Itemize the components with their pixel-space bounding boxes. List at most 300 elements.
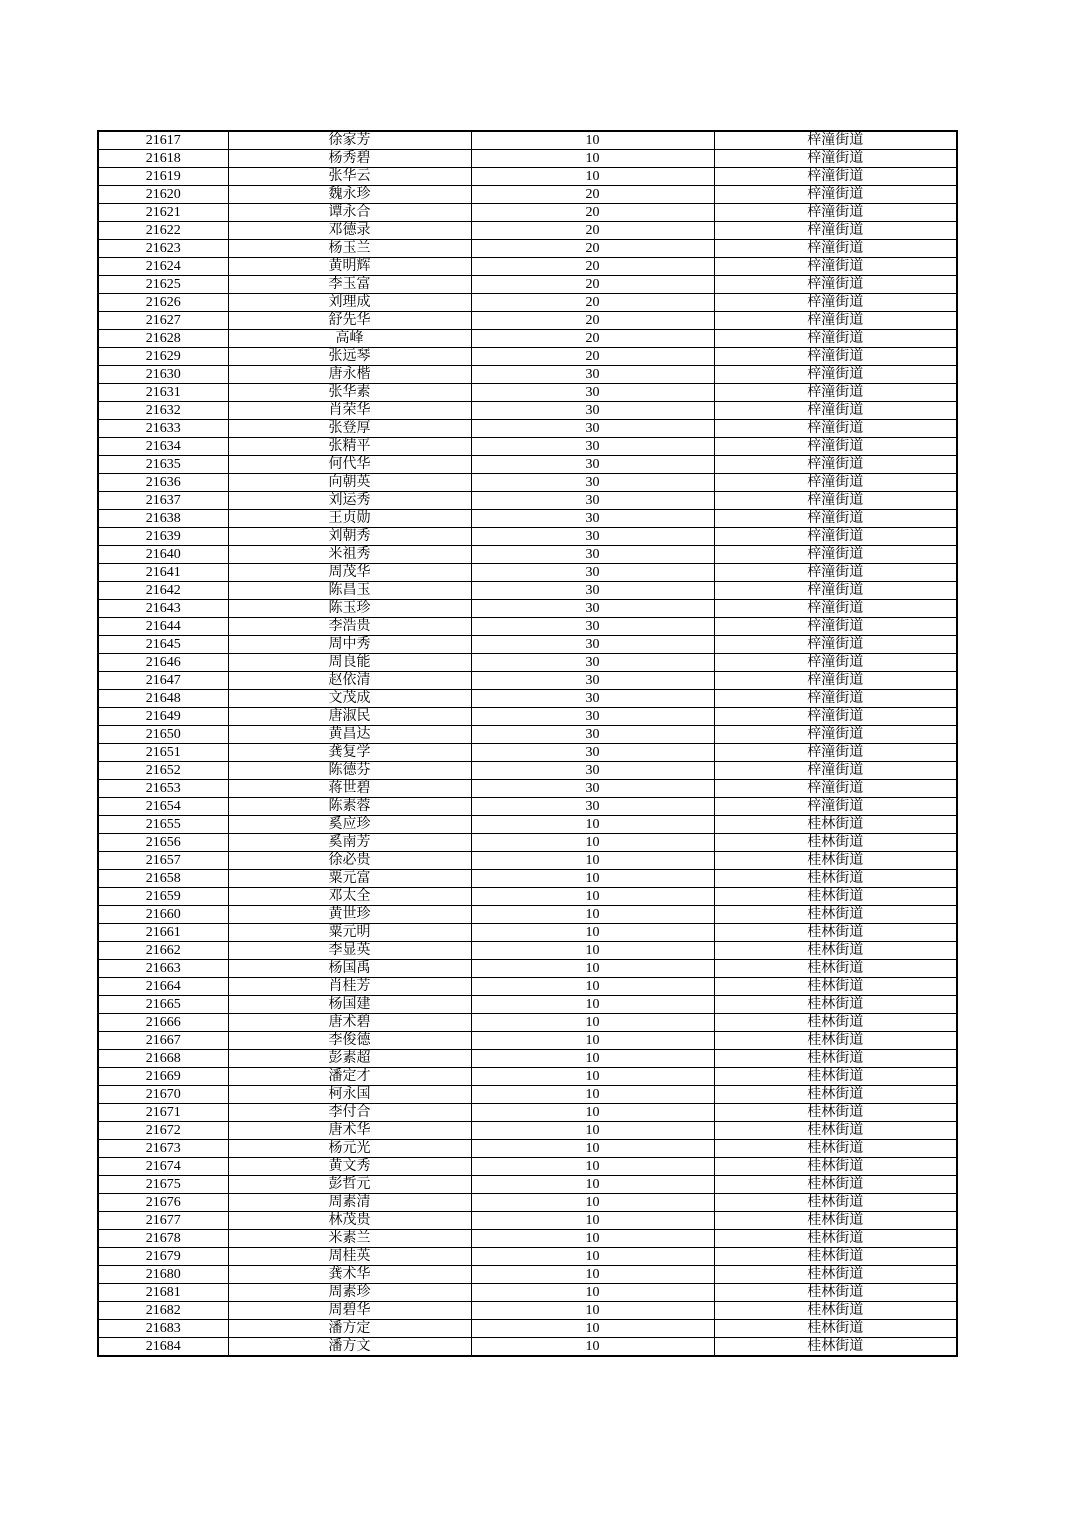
cell-number: 21657 — [98, 852, 228, 870]
cell-name: 李显英 — [228, 942, 471, 960]
cell-number: 21662 — [98, 942, 228, 960]
cell-name: 赵依清 — [228, 672, 471, 690]
cell-amount: 30 — [471, 420, 714, 438]
cell-street: 梓潼街道 — [714, 690, 957, 708]
cell-name: 周中秀 — [228, 636, 471, 654]
cell-amount: 10 — [471, 1104, 714, 1122]
table-row — [98, 942, 957, 960]
cell-name: 李玉富 — [228, 276, 471, 294]
table-row — [98, 366, 957, 384]
cell-amount: 30 — [471, 528, 714, 546]
cell-street: 桂林街道 — [714, 1086, 957, 1104]
cell-number: 21648 — [98, 690, 228, 708]
cell-street: 梓潼街道 — [714, 582, 957, 600]
table-row — [98, 636, 957, 654]
cell-number: 21679 — [98, 1248, 228, 1266]
cell-street: 桂林街道 — [714, 996, 957, 1014]
cell-street: 梓潼街道 — [714, 654, 957, 672]
cell-number: 21644 — [98, 618, 228, 636]
cell-number: 21669 — [98, 1068, 228, 1086]
cell-number: 21645 — [98, 636, 228, 654]
cell-name: 米祖秀 — [228, 546, 471, 564]
cell-street: 梓潼街道 — [714, 366, 957, 384]
cell-amount: 10 — [471, 1122, 714, 1140]
cell-number: 21670 — [98, 1086, 228, 1104]
cell-street: 梓潼街道 — [714, 744, 957, 762]
cell-name: 魏永珍 — [228, 186, 471, 204]
table-row — [98, 330, 957, 348]
cell-street: 桂林街道 — [714, 1266, 957, 1284]
cell-street: 桂林街道 — [714, 942, 957, 960]
cell-number: 21647 — [98, 672, 228, 690]
cell-number: 21630 — [98, 366, 228, 384]
cell-name: 向朝英 — [228, 474, 471, 492]
cell-amount: 10 — [471, 996, 714, 1014]
cell-street: 桂林街道 — [714, 870, 957, 888]
cell-amount: 20 — [471, 348, 714, 366]
table-row — [98, 1158, 957, 1176]
table-row — [98, 131, 957, 150]
table-row — [98, 1068, 957, 1086]
table-row — [98, 1104, 957, 1122]
cell-number: 21635 — [98, 456, 228, 474]
cell-number: 21639 — [98, 528, 228, 546]
cell-name: 杨元光 — [228, 1140, 471, 1158]
table-row — [98, 186, 957, 204]
cell-number: 21661 — [98, 924, 228, 942]
cell-number: 21650 — [98, 726, 228, 744]
cell-street: 梓潼街道 — [714, 330, 957, 348]
table-row — [98, 906, 957, 924]
cell-amount: 30 — [471, 564, 714, 582]
data-table — [97, 130, 958, 1357]
cell-street: 梓潼街道 — [714, 708, 957, 726]
cell-street: 梓潼街道 — [714, 492, 957, 510]
cell-number: 21624 — [98, 258, 228, 276]
cell-number: 21678 — [98, 1230, 228, 1248]
cell-street: 桂林街道 — [714, 1248, 957, 1266]
cell-amount: 30 — [471, 600, 714, 618]
cell-number: 21674 — [98, 1158, 228, 1176]
table-row — [98, 1014, 957, 1032]
cell-number: 21649 — [98, 708, 228, 726]
cell-street: 桂林街道 — [714, 852, 957, 870]
cell-street: 桂林街道 — [714, 1050, 957, 1068]
cell-amount: 10 — [471, 1140, 714, 1158]
cell-number: 21623 — [98, 240, 228, 258]
cell-street: 梓潼街道 — [714, 798, 957, 816]
table-row — [98, 492, 957, 510]
cell-number: 21620 — [98, 186, 228, 204]
cell-amount: 10 — [471, 150, 714, 168]
cell-amount: 10 — [471, 816, 714, 834]
cell-street: 梓潼街道 — [714, 402, 957, 420]
cell-name: 李付合 — [228, 1104, 471, 1122]
cell-number: 21628 — [98, 330, 228, 348]
cell-name: 潘定才 — [228, 1068, 471, 1086]
table-row — [98, 1266, 957, 1284]
cell-amount: 30 — [471, 510, 714, 528]
cell-amount: 10 — [471, 1032, 714, 1050]
cell-name: 周碧华 — [228, 1302, 471, 1320]
table-row — [98, 978, 957, 996]
cell-amount: 30 — [471, 708, 714, 726]
cell-name: 杨国建 — [228, 996, 471, 1014]
cell-name: 李浩贵 — [228, 618, 471, 636]
cell-street: 梓潼街道 — [714, 546, 957, 564]
table-row — [98, 222, 957, 240]
table-row — [98, 150, 957, 168]
cell-amount: 10 — [471, 888, 714, 906]
cell-street: 梓潼街道 — [714, 528, 957, 546]
cell-number: 21625 — [98, 276, 228, 294]
cell-number: 21652 — [98, 762, 228, 780]
cell-name: 舒先华 — [228, 312, 471, 330]
table-row — [98, 960, 957, 978]
table-row — [98, 996, 957, 1014]
table-row — [98, 690, 957, 708]
table-row — [98, 546, 957, 564]
table-row — [98, 204, 957, 222]
cell-street: 桂林街道 — [714, 1194, 957, 1212]
cell-number: 21659 — [98, 888, 228, 906]
cell-name: 高峰 — [228, 330, 471, 348]
cell-street: 梓潼街道 — [714, 474, 957, 492]
cell-street: 梓潼街道 — [714, 150, 957, 168]
table-row — [98, 258, 957, 276]
cell-number: 21637 — [98, 492, 228, 510]
cell-name: 陈玉珍 — [228, 600, 471, 618]
cell-amount: 30 — [471, 654, 714, 672]
cell-name: 周良能 — [228, 654, 471, 672]
cell-street: 梓潼街道 — [714, 222, 957, 240]
cell-number: 21684 — [98, 1338, 228, 1357]
cell-number: 21665 — [98, 996, 228, 1014]
cell-number: 21641 — [98, 564, 228, 582]
table-row — [98, 816, 957, 834]
cell-name: 陈昌玉 — [228, 582, 471, 600]
cell-street: 桂林街道 — [714, 1302, 957, 1320]
cell-name: 徐家芳 — [228, 131, 471, 150]
cell-street: 梓潼街道 — [714, 384, 957, 402]
table-row — [98, 528, 957, 546]
cell-amount: 30 — [471, 762, 714, 780]
cell-number: 21646 — [98, 654, 228, 672]
cell-number: 21632 — [98, 402, 228, 420]
cell-amount: 30 — [471, 456, 714, 474]
cell-amount: 10 — [471, 1212, 714, 1230]
cell-number: 21675 — [98, 1176, 228, 1194]
cell-name: 蒋世碧 — [228, 780, 471, 798]
cell-street: 桂林街道 — [714, 1158, 957, 1176]
cell-street: 梓潼街道 — [714, 276, 957, 294]
cell-street: 梓潼街道 — [714, 726, 957, 744]
cell-street: 桂林街道 — [714, 1176, 957, 1194]
cell-street: 桂林街道 — [714, 1014, 957, 1032]
cell-amount: 10 — [471, 978, 714, 996]
cell-name: 张华素 — [228, 384, 471, 402]
cell-number: 21626 — [98, 294, 228, 312]
cell-street: 梓潼街道 — [714, 186, 957, 204]
cell-street: 梓潼街道 — [714, 131, 957, 150]
cell-name: 张登厚 — [228, 420, 471, 438]
cell-name: 彭素超 — [228, 1050, 471, 1068]
cell-name: 邓太全 — [228, 888, 471, 906]
cell-number: 21638 — [98, 510, 228, 528]
cell-name: 文茂成 — [228, 690, 471, 708]
cell-name: 张华云 — [228, 168, 471, 186]
cell-number: 21619 — [98, 168, 228, 186]
cell-street: 桂林街道 — [714, 816, 957, 834]
cell-number: 21660 — [98, 906, 228, 924]
cell-name: 柯永国 — [228, 1086, 471, 1104]
table-row — [98, 1086, 957, 1104]
cell-street: 梓潼街道 — [714, 204, 957, 222]
table-row — [98, 312, 957, 330]
cell-name: 黄昌达 — [228, 726, 471, 744]
cell-number: 21655 — [98, 816, 228, 834]
cell-street: 梓潼街道 — [714, 294, 957, 312]
cell-street: 桂林街道 — [714, 1212, 957, 1230]
cell-street: 桂林街道 — [714, 978, 957, 996]
table-row — [98, 780, 957, 798]
table-row — [98, 1320, 957, 1338]
cell-name: 杨秀碧 — [228, 150, 471, 168]
table-row — [98, 1032, 957, 1050]
cell-amount: 30 — [471, 672, 714, 690]
table-row — [98, 438, 957, 456]
table-row — [98, 294, 957, 312]
table-row — [98, 1248, 957, 1266]
cell-street: 梓潼街道 — [714, 564, 957, 582]
cell-number: 21653 — [98, 780, 228, 798]
cell-name: 杨国禹 — [228, 960, 471, 978]
cell-name: 张远琴 — [228, 348, 471, 366]
table-row — [98, 1284, 957, 1302]
cell-amount: 30 — [471, 780, 714, 798]
table-row — [98, 1230, 957, 1248]
cell-number: 21627 — [98, 312, 228, 330]
cell-street: 梓潼街道 — [714, 258, 957, 276]
cell-street: 桂林街道 — [714, 1230, 957, 1248]
cell-number: 21651 — [98, 744, 228, 762]
cell-name: 唐淑民 — [228, 708, 471, 726]
cell-name: 周素珍 — [228, 1284, 471, 1302]
table-row — [98, 1338, 957, 1357]
cell-amount: 10 — [471, 1266, 714, 1284]
cell-number: 21636 — [98, 474, 228, 492]
cell-amount: 10 — [471, 1302, 714, 1320]
cell-number: 21677 — [98, 1212, 228, 1230]
table-row — [98, 744, 957, 762]
table-row — [98, 1212, 957, 1230]
cell-name: 彭哲元 — [228, 1176, 471, 1194]
cell-number: 21622 — [98, 222, 228, 240]
cell-amount: 10 — [471, 924, 714, 942]
cell-amount: 20 — [471, 222, 714, 240]
cell-number: 21642 — [98, 582, 228, 600]
table-row — [98, 1140, 957, 1158]
cell-number: 21682 — [98, 1302, 228, 1320]
table-row — [98, 1194, 957, 1212]
cell-street: 梓潼街道 — [714, 438, 957, 456]
cell-name: 刘运秀 — [228, 492, 471, 510]
cell-street: 梓潼街道 — [714, 420, 957, 438]
cell-amount: 10 — [471, 942, 714, 960]
cell-amount: 20 — [471, 294, 714, 312]
cell-name: 龚复学 — [228, 744, 471, 762]
cell-street: 梓潼街道 — [714, 312, 957, 330]
cell-number: 21664 — [98, 978, 228, 996]
cell-amount: 30 — [471, 636, 714, 654]
cell-street: 桂林街道 — [714, 1122, 957, 1140]
cell-number: 21618 — [98, 150, 228, 168]
cell-street: 桂林街道 — [714, 906, 957, 924]
cell-amount: 10 — [471, 852, 714, 870]
table-row — [98, 168, 957, 186]
cell-name: 杨玉兰 — [228, 240, 471, 258]
table-row — [98, 510, 957, 528]
cell-amount: 10 — [471, 1248, 714, 1266]
cell-amount: 30 — [471, 366, 714, 384]
cell-name: 李俊德 — [228, 1032, 471, 1050]
cell-street: 梓潼街道 — [714, 636, 957, 654]
cell-name: 刘理成 — [228, 294, 471, 312]
cell-number: 21658 — [98, 870, 228, 888]
table-row — [98, 402, 957, 420]
cell-number: 21668 — [98, 1050, 228, 1068]
cell-amount: 30 — [471, 474, 714, 492]
cell-amount: 10 — [471, 1230, 714, 1248]
cell-street: 桂林街道 — [714, 1068, 957, 1086]
cell-name: 黄明辉 — [228, 258, 471, 276]
cell-name: 林茂贵 — [228, 1212, 471, 1230]
cell-number: 21634 — [98, 438, 228, 456]
cell-name: 奚南芳 — [228, 834, 471, 852]
cell-name: 刘朝秀 — [228, 528, 471, 546]
cell-number: 21672 — [98, 1122, 228, 1140]
cell-amount: 10 — [471, 168, 714, 186]
cell-amount: 10 — [471, 1194, 714, 1212]
table-row — [98, 870, 957, 888]
cell-amount: 10 — [471, 1158, 714, 1176]
cell-amount: 10 — [471, 1320, 714, 1338]
table-row — [98, 654, 957, 672]
cell-name: 张精平 — [228, 438, 471, 456]
cell-amount: 30 — [471, 546, 714, 564]
cell-number: 21643 — [98, 600, 228, 618]
cell-name: 黄文秀 — [228, 1158, 471, 1176]
cell-amount: 10 — [471, 131, 714, 150]
cell-amount: 10 — [471, 960, 714, 978]
cell-name: 潘方定 — [228, 1320, 471, 1338]
table-row — [98, 240, 957, 258]
cell-name: 潘方文 — [228, 1338, 471, 1357]
cell-amount: 20 — [471, 240, 714, 258]
cell-name: 周桂英 — [228, 1248, 471, 1266]
cell-number: 21663 — [98, 960, 228, 978]
cell-name: 米素兰 — [228, 1230, 471, 1248]
cell-street: 桂林街道 — [714, 960, 957, 978]
table-row — [98, 1176, 957, 1194]
cell-amount: 10 — [471, 834, 714, 852]
cell-street: 梓潼街道 — [714, 780, 957, 798]
cell-amount: 30 — [471, 690, 714, 708]
table-row — [98, 852, 957, 870]
cell-amount: 10 — [471, 906, 714, 924]
table-row — [98, 888, 957, 906]
table-row — [98, 672, 957, 690]
cell-name: 王贞勋 — [228, 510, 471, 528]
cell-name: 粟元富 — [228, 870, 471, 888]
table-row — [98, 420, 957, 438]
cell-amount: 20 — [471, 312, 714, 330]
cell-name: 肖荣华 — [228, 402, 471, 420]
cell-amount: 30 — [471, 402, 714, 420]
cell-amount: 20 — [471, 330, 714, 348]
cell-amount: 30 — [471, 726, 714, 744]
cell-name: 陈德芬 — [228, 762, 471, 780]
cell-number: 21633 — [98, 420, 228, 438]
table-row — [98, 582, 957, 600]
cell-number: 21666 — [98, 1014, 228, 1032]
cell-street: 梓潼街道 — [714, 168, 957, 186]
cell-amount: 10 — [471, 1284, 714, 1302]
cell-street: 梓潼街道 — [714, 618, 957, 636]
cell-amount: 30 — [471, 744, 714, 762]
table-row — [98, 276, 957, 294]
cell-amount: 10 — [471, 1050, 714, 1068]
cell-name: 周素清 — [228, 1194, 471, 1212]
cell-name: 徐必贵 — [228, 852, 471, 870]
cell-number: 21621 — [98, 204, 228, 222]
cell-street: 桂林街道 — [714, 1284, 957, 1302]
cell-amount: 20 — [471, 186, 714, 204]
cell-street: 桂林街道 — [714, 834, 957, 852]
table-row — [98, 1122, 957, 1140]
cell-name: 唐永楷 — [228, 366, 471, 384]
cell-amount: 10 — [471, 1338, 714, 1357]
cell-amount: 20 — [471, 204, 714, 222]
cell-street: 梓潼街道 — [714, 762, 957, 780]
cell-name: 邓德录 — [228, 222, 471, 240]
cell-name: 黄世珍 — [228, 906, 471, 924]
table-body — [98, 131, 957, 1356]
cell-number: 21681 — [98, 1284, 228, 1302]
table-row — [98, 762, 957, 780]
cell-number: 21629 — [98, 348, 228, 366]
cell-number: 21667 — [98, 1032, 228, 1050]
cell-amount: 30 — [471, 384, 714, 402]
cell-street: 梓潼街道 — [714, 672, 957, 690]
cell-number: 21656 — [98, 834, 228, 852]
cell-amount: 30 — [471, 582, 714, 600]
cell-number: 21671 — [98, 1104, 228, 1122]
table-row — [98, 1050, 957, 1068]
cell-street: 梓潼街道 — [714, 348, 957, 366]
table-row — [98, 456, 957, 474]
cell-amount: 30 — [471, 492, 714, 510]
cell-street: 梓潼街道 — [714, 456, 957, 474]
cell-street: 桂林街道 — [714, 1104, 957, 1122]
cell-name: 何代华 — [228, 456, 471, 474]
cell-amount: 30 — [471, 798, 714, 816]
cell-street: 桂林街道 — [714, 1140, 957, 1158]
cell-name: 谭永合 — [228, 204, 471, 222]
table-row — [98, 726, 957, 744]
cell-name: 奚应珍 — [228, 816, 471, 834]
cell-number: 21631 — [98, 384, 228, 402]
